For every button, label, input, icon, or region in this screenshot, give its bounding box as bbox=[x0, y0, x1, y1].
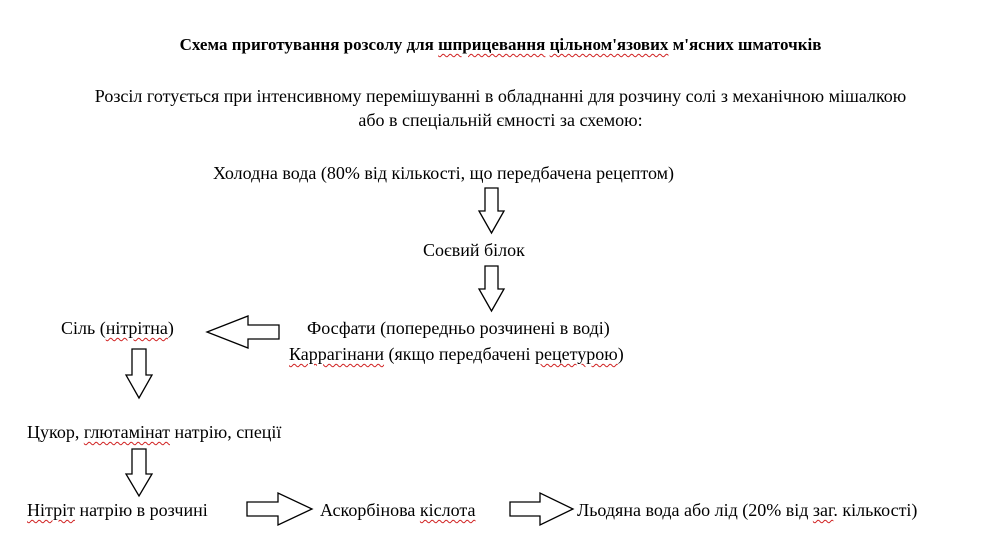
node-phosphates: Фосфати (попередньо розчинені в воді) bbox=[307, 318, 610, 338]
intro-line-1: Розсіл готується при інтенсивному перемішуванні в обладнанні для розчину солі з механічною мішалкою bbox=[94, 86, 907, 106]
arrow-down-sugar-to-nitrite bbox=[126, 449, 152, 496]
node-sugar-glutamate-spices: Цукор, глютамінат натрію, спеції bbox=[27, 422, 282, 442]
arrow-down-water-to-soy bbox=[479, 188, 504, 233]
arrow-right-ascorbic-to-ice bbox=[510, 493, 573, 525]
arrow-right-nitrite-to-ascorbic bbox=[247, 493, 312, 525]
node-ascorbic-acid: Аскорбінова кіслота bbox=[320, 500, 476, 520]
node-ice-water: Льодяна вода або лід (20% від заг. кількості) bbox=[577, 500, 918, 520]
diagram-title: Схема приготування розсолу для шприцевання цільном'язових м'ясних шматочків bbox=[179, 35, 822, 54]
arrow-down-salt-to-sugar bbox=[126, 349, 152, 398]
node-carrageenan: Каррагінани (якщо передбачені рецетурою) bbox=[289, 344, 624, 364]
arrow-down-soy-to-phosphates bbox=[479, 266, 504, 311]
node-sodium-nitrite: Нітріт натрію в розчині bbox=[27, 500, 208, 520]
node-soy-protein: Соєвий білок bbox=[423, 240, 525, 260]
intro-line-2: або в спеціальній ємності за схемою: bbox=[358, 110, 643, 130]
node-cold-water: Холодна вода (80% від кількості, що передбачена рецептом) bbox=[213, 163, 674, 183]
node-salt: Сіль (нітрітна) bbox=[61, 318, 174, 338]
arrow-left-phosphates-to-salt bbox=[207, 316, 279, 348]
